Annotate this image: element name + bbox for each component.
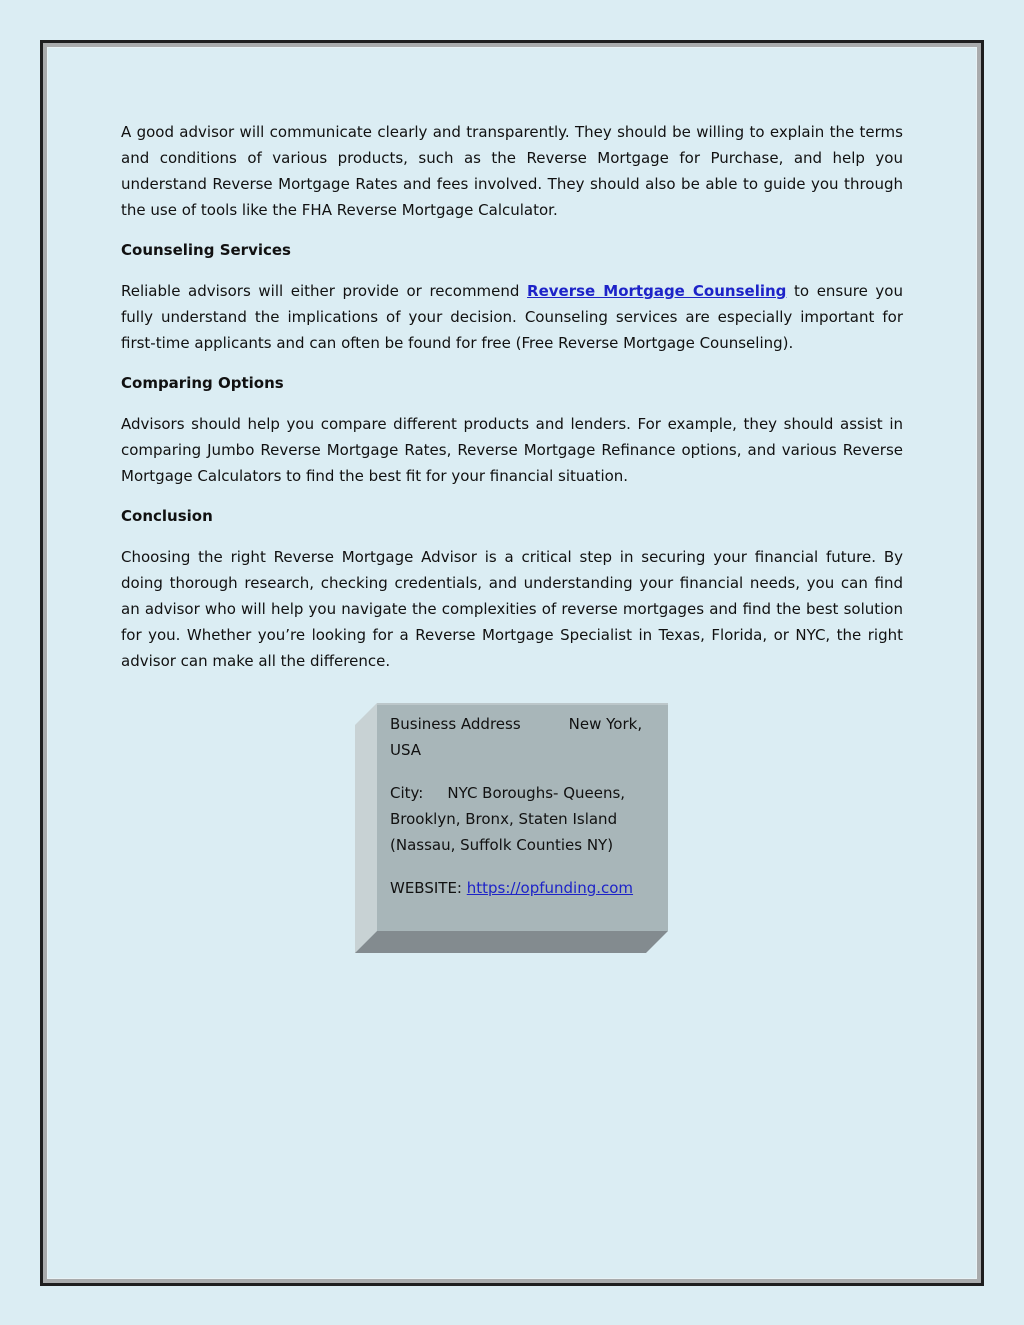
reverse-mortgage-counseling-link[interactable]: Reverse Mortgage Counseling (527, 282, 787, 300)
document-body (121, 119, 903, 674)
heading-counseling-services: Counseling Services (121, 241, 291, 259)
business-website (390, 875, 650, 901)
counseling-text-after: to ensure you fully understand the implications of your decision. Counseling services are especially important for first-time applicants and can often be found for free (Free Reverse Mortgage Counseling). (121, 282, 903, 352)
business-info-text (390, 711, 650, 918)
paragraph-advisor-communication: A good advisor will communicate clearly and transparently. They should be willing to explain the terms and conditions of various products, such as the Reverse Mortgage for Purchase, and help you understand Reverse Mortgage Rates and fees involved. They should also be able to guide you through the use of tools like the FHA Reverse Mortgage Calculator. (121, 123, 903, 219)
heading-comparing-options: Comparing Options (121, 374, 284, 392)
paragraph-comparing: Advisors should help you compare different products and lenders. For example, they should assist in comparing Jumbo Reverse Mortgage Rates, Reverse Mortgage Refinance options, and various Reverse Mortgage Calculators to find the best fit for your financial situation. (121, 415, 903, 485)
business-city (390, 780, 650, 858)
business-info-box (355, 703, 668, 953)
city-value: NYC Boroughs- Queens, Brooklyn, Bronx, Staten Island (Nassau, Suffolk Counties NY) (390, 784, 626, 854)
business-address-value: New York, USA (390, 715, 643, 759)
paragraph-counseling (121, 278, 903, 356)
business-address-label: Business Address (390, 715, 521, 733)
city-label: City: (390, 784, 424, 802)
website-label: WEBSITE: (390, 879, 467, 897)
heading-conclusion: Conclusion (121, 507, 213, 525)
paragraph-conclusion: Choosing the right Reverse Mortgage Advisor is a critical step in securing your financial future. By doing thorough research, checking credentials, and understanding your financial needs, you can find an advisor who will help you navigate the complexities of reverse mortgages and find the best solution for you. Whether you’re looking for a Reverse Mortgage Specialist in Texas, Florida, or NYC, the right advisor can make all the difference. (121, 548, 903, 670)
business-address (390, 711, 650, 763)
website-link[interactable]: https://opfunding.com (466, 879, 634, 897)
counseling-text-before: Reliable advisors will either provide or recommend (121, 282, 528, 300)
